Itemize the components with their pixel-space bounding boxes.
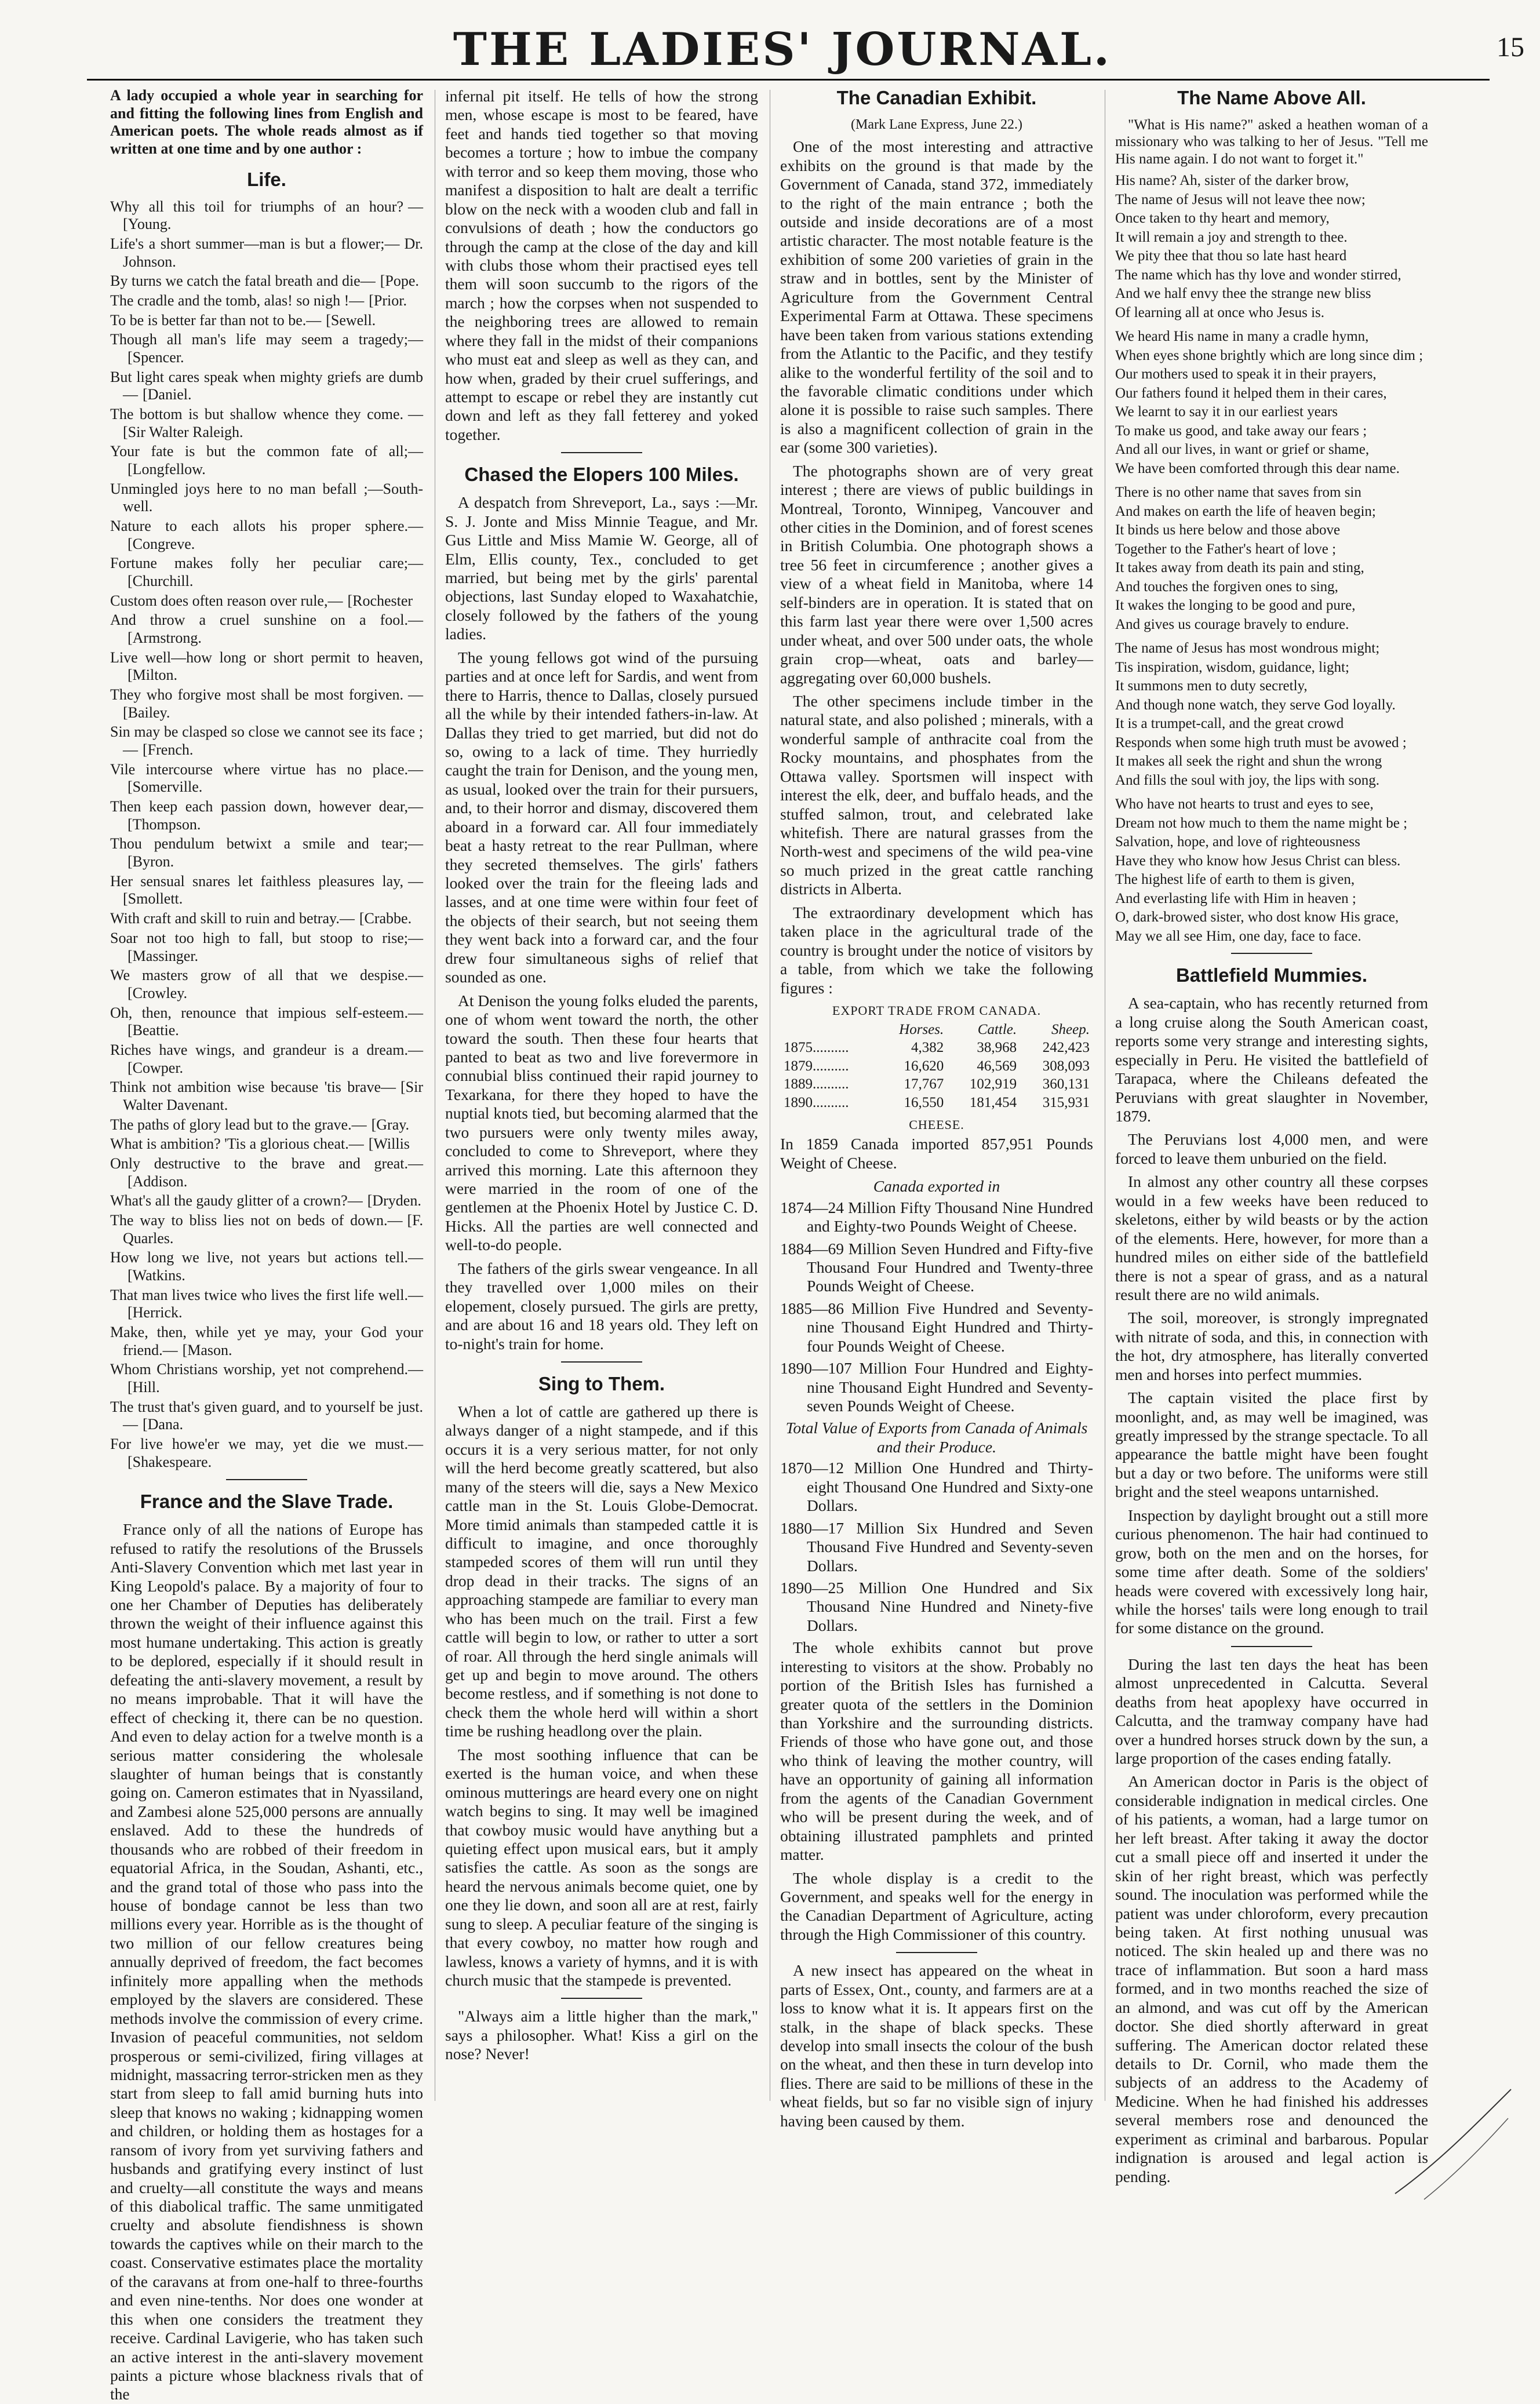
poem-line-text: The cradle and the tomb, alas! so nigh !— — [110, 292, 365, 309]
total-entry: 1880—17 Million Six Hundred and Seven Thousand Five Hundred and Seventy-seven Dollars. — [780, 1518, 1093, 1575]
table-header: Horses. Cattle. Sheep. — [899, 1021, 1090, 1037]
poem-line — [110, 331, 423, 366]
poem-line: We pity thee that thou so late hast heard — [1115, 248, 1347, 264]
exhibit-tail: The whole display is a credit to the Government, and speaks well for the energy in the Canadian Department of Agriculture, acting through the High Commissioner of this country. — [780, 1868, 1093, 1943]
column-3 — [780, 87, 1093, 2130]
column-4 — [1115, 87, 1428, 2186]
poem-line — [110, 1323, 423, 1359]
poem-line — [110, 292, 423, 310]
poem-line-author: [Prior. — [369, 292, 407, 309]
poem-line — [110, 1361, 423, 1396]
cheese-caption: CHEESE. — [909, 1117, 964, 1132]
poem-line-text: Your fate is but the common fate of all;— — [110, 443, 423, 460]
poem-line: We have been comforted through this dear name. — [1115, 460, 1400, 476]
poem-line: Our fathers found it helped them in their cares, — [1115, 385, 1387, 401]
poem-line-author: [Shakespeare. — [128, 1453, 212, 1470]
poem-line: Who have not hearts to trust and eyes to see, — [1115, 796, 1374, 813]
poem-line: Once taken to thy heart and memory, — [1115, 210, 1330, 227]
page-number: 15 — [1497, 32, 1524, 63]
poem-line-text: The trust that's given guard, and to yourself be just.— — [110, 1398, 423, 1433]
poem-line-author: [Churchill. — [128, 573, 194, 590]
poem-line: There is no other name that saves from sin — [1115, 485, 1361, 501]
insect-note: A new insect has appeared on the wheat in parts of Essex, Ont., county, and farmers are at a loss to know what it is. It appears first on the stalk, in the shape of black specks. These develop into small insects the colour of the bush on the wheat, and then these in turn develop into flies. There are said to be millions of these in the wheat fields, but so far no visible sign of injury having been caused by them. — [780, 1961, 1093, 2130]
poem-line — [110, 967, 423, 1002]
masthead-rule — [87, 79, 1490, 81]
poem-line-text: By turns we catch the fatal breath and die— — [110, 272, 376, 290]
poem-line — [110, 1154, 423, 1190]
slave-trade-body: France only of all the nations of Europe has refused to ratify the resolutions of the Brussels Anti-Slavery Convention which met last year in King Leopold's palace. By a majority of four to one her Chamber of Deputies has deliberately thrown the weight of their influence against this most humane undertaking. This action is greatly to be deplored, especially if it should result in defeating the anti-slavery movement, a result by no means improbable. That it will have the effect of checking it, there can be no question. And even to delay action for a twelve month is a serious matter considering the wholesale slaughter of human beings that is constantly going on. Cameron estimates that in Nyassiland, and Zambesi alone 525,000 persons are annually enslaved. Add to these the hundreds of thousands who are robbed of their freedom in equatorial Africa, in the Soudan, Ashanti, etc., and the grand total of those who pass into the house of bondage cannot be less than two millions every year. Horrible as is the thought of two million of our fellow creatures being annually deprived of freedom, the fact becomes infinitely more appalling when the methods employed by the slavers are considered. These methods involve the commission of every crime. Invasion of peaceful communities, not seldom prosperous or semi-civilized, firing villages at midnight, massacring terror-stricken men as they start from sleep to fall amid burning huts into sleep that knows no waking ; kidnapping women and children, or holding them as hostages for a ransom of ivory from yet surviving fathers and husbands and gratifying every instinct of lust and cruelty—all constitute the ways and means of this diabolical traffic. The same unmitigated cruelty and absolute fiendishness is shown towards the captives while on their march to the coast. Conservative estimates place the mortality of the caravans at from one-half to three-fourths and even nine-tenths. Nor does one wonder at this when one considers the treatment they receive. Cardinal Lavigerie, who has taken such an active interest in the anti-slavery movement paints a picture whose blackness rivals that of the — [110, 1520, 423, 2403]
poem-line-text: Fortune makes folly her peculiar care;— — [110, 555, 423, 572]
poem-line: And touches the forgiven ones to sing, — [1115, 578, 1338, 595]
poem-line-text: We masters grow of all that we despise.— — [110, 967, 423, 984]
mummies-para: A sea-captain, who has recently returned from a long cruise along the South American coast, reports some very strange and interesting sights, especially in Peru. He visited the battlefield of Tarapaca, where the Chileans defeated the Peruvians with great slaughter in November, 1879. — [1115, 994, 1428, 1125]
poem-line-author: [Milton. — [128, 666, 177, 684]
poem-line: His name? Ah, sister of the darker brow, — [1115, 173, 1349, 189]
poem-line: And everlasting life with Him in heaven ; — [1115, 890, 1356, 906]
poem-line-text: Whom Christians worship, yet not comprehend.— — [110, 1361, 423, 1378]
column-1 — [110, 87, 423, 2403]
poem-line: Together to the Father's heart of love ; — [1115, 541, 1337, 557]
sing-para: When a lot of cattle are gathered up there is always danger of a night stampede, and if this occurs it is a very serious matter, for not only will the herd become greatly scattered, but also many of the steers will die, says a New Mexico cattle man in the St. Louis Globe-Democrat. More timid animals than stampeded cattle it is difficult to imagine, and once thoroughly stampeded scores of them will run until they drop dead in their tracks. The signs of an approaching stampede are familiar to every man who has been much on the trail. First a few cattle will begin to low, or rather to utter a sort of roar. All through the herd single animals will get up and begin to move around. The others become restless, and if something is not done to check them the whole herd will within a short time be rushing headlong over the plain. — [445, 1402, 758, 1740]
name-intro: "What is His name?" asked a heathen woman of a missionary who was talking to her of Jesus. "Tell me His name again. I do not want to forget it." — [1115, 116, 1428, 167]
table-row: 1890.......... 16,550 181,454 315,931 — [784, 1094, 1090, 1110]
poem-line-author: [Gray. — [371, 1116, 410, 1133]
poem-line: May we all see Him, one day, face to face. — [1115, 928, 1361, 944]
poem-line — [110, 443, 423, 478]
poem-line: Responds when some high truth must be avowed ; — [1115, 734, 1407, 751]
exhibit-source: (Mark Lane Express, June 22.) — [851, 116, 1022, 132]
poem-line — [110, 368, 423, 404]
poem-line — [110, 406, 423, 441]
poem-line: And though none watch, they serve God loyally. — [1115, 697, 1396, 713]
cheese-subcaption: Canada exported in — [873, 1177, 1000, 1196]
poem-line-author: [Massinger. — [128, 947, 199, 964]
poem-line-author: [Addison. — [128, 1172, 188, 1190]
separator — [1231, 1646, 1312, 1647]
separator — [1231, 953, 1312, 954]
life-intro: A lady occupied a whole year in searching for and fitting the following lines from English and American poets. The whole reads almost as if written at one time and by one author : — [110, 87, 423, 158]
poem-line: The name of Jesus has most wondrous might; — [1115, 640, 1380, 657]
poem-line-text: Make, then, while yet ye may, your God your friend.— — [110, 1323, 423, 1358]
poem-line-text: How long we live, not years but actions tell.— — [110, 1249, 423, 1266]
poem-line-text: Only destructive to the brave and great.— — [110, 1154, 423, 1172]
poem-line — [110, 555, 423, 590]
poem-line-text: But light cares speak when mighty griefs are dumb— — [110, 368, 423, 403]
poem-line-author: [Thompson. — [128, 815, 201, 833]
poem-line: It takes away from death its pain and sting, — [1115, 560, 1364, 576]
cheese-1859: In 1859 Canada imported 857,951 Pounds Weight of Cheese. — [780, 1135, 1093, 1172]
name-poem — [1115, 172, 1428, 945]
total-caption: Total Value of Exports from Canada of Animals and their Produce. — [785, 1419, 1088, 1456]
poem-line-author: [Crabbe. — [359, 910, 412, 927]
poem-line: It is a trumpet-call, and the great crowd — [1115, 716, 1344, 732]
poem-line-text: Oh, then, renounce that impious self-esteem.— — [110, 1004, 423, 1021]
poem-stanza — [1115, 172, 1428, 321]
poem-line — [110, 518, 423, 553]
poem-line-text: Then keep each passion down, however dear,— — [110, 798, 423, 815]
poem-line: It will remain a joy and strength to thee. — [1115, 229, 1348, 245]
separator — [561, 1361, 642, 1363]
poem-line-author: [Cowper. — [128, 1059, 184, 1076]
poem-line: It wakes the longing to be good and pure, — [1115, 598, 1356, 614]
poem-line: And fills the soul with joy, the lips with song. — [1115, 772, 1380, 788]
poem-line — [110, 272, 423, 290]
poem-line-author: —[Sir Walter Raleigh. — [123, 406, 423, 440]
poem-line: O, dark-browed sister, who dost know His grace, — [1115, 909, 1399, 926]
poem-line: It summons men to duty secretly, — [1115, 678, 1308, 694]
poem-line — [110, 910, 423, 928]
elopers-para: The fathers of the girls swear vengeance. In all they travelled over 1,000 miles on their elopement, closely pursued. The girls are pretty, and are about 16 and 18 years old. They left on to-night's train for home. — [445, 1259, 758, 1353]
poem-stanza — [1115, 640, 1428, 789]
poem-line: And all our lives, in want or grief or shame, — [1115, 442, 1370, 458]
poem-line — [110, 1041, 423, 1077]
elopers-para: At Denison the young folks eluded the parents, one of whom went toward the north, the other toward the south. Then these four hearts that panted to beat as two and live forevermore in connubial bliss continued their rapid journey to Texarkana, for there they hoped to have the nuptial knots tied, but becoming alarmed that the two pursuers were only twenty miles away, concluded to come to Shreveport, where they arrived this morning. Late this afternoon they were married in the room of one of the gentlemen at the Phoenix Hotel by Justice C. D. Hicks. All the parties are well connected and well-to-do people. — [445, 991, 758, 1254]
mummies-para: Inspection by daylight brought out a still more curious phenomenon. The hair had continued to grow, both on the men and on the horses, for some time after death. Some of the soldiers' heads were covered with excessively long hair, while the horses' tails were long enough to trail for some distance on the ground. — [1115, 1506, 1428, 1637]
poem-line-author: [Congreve. — [128, 535, 195, 552]
poem-line: And makes on earth the life of heaven begin; — [1115, 503, 1376, 519]
exhibit-para: The photographs shown are of very great interest ; there are views of public buildings in Montreal, Toronto, Winnipeg, Vancouver and other cities in the Dominion, and of forest scenes in British Columbia. One photograph shows a tree 56 feet in circumference ; another gives a view of a wheat field in Manitoba, where 14 self-binders are in operation. It is stated that on this farm last year there were over 1,500 acres under wheat, and over 500 under oats, the whole grain crop—wheat, oats and barley—aggregating over 60,000 bushels. — [780, 461, 1093, 687]
poem-line — [110, 1398, 423, 1434]
cheese-entry: 1885—86 Million Five Hundred and Seventy-nine Thousand Eight Hundred and Thirty-four Pounds Weight of Cheese. — [780, 1299, 1093, 1355]
poem-line-text: Sin may be clasped so close we cannot see its face ;— — [110, 723, 423, 759]
elopers-para: A despatch from Shreveport, La., says :—Mr. S. J. Jonte and Miss Minnie Teague, and Mr. Gus Little and Miss Mamie W. George, all of Elm, Ellis county, Tex., concluded to get married, but being met by the girls' parental objections, last Sunday eloped to Waxahatchie, closely followed by the fathers of the young ladies. — [445, 493, 758, 643]
poem-line — [110, 686, 423, 722]
pencil-mark — [1389, 2078, 1517, 2205]
poem-line — [110, 835, 423, 870]
separator — [226, 1479, 307, 1480]
poem-line — [110, 592, 423, 610]
poem-line-text: Think not ambition wise because 'tis brave— — [110, 1079, 396, 1096]
journal-title: THE LADIES' JOURNAL. — [453, 23, 1112, 76]
poem-line-text: And throw a cruel sunshine on a fool.— — [110, 611, 423, 629]
poem-line — [110, 1004, 423, 1040]
paris-doctor: An American doctor in Paris is the object of considerable indignation in medical circles. One of his patients, a woman, had a large tumor on her left breast. After taking it away the doctor cut a small piece off and inserted it under the skin of her right breast, which was perfectly sound. The inoculation was performed while the patient was under chloroform, every precaution being taken. At first nothing unusual was noticed. The skin healed up and there was no trace of inflammation. But soon a hard mass formed, and in two months reached the size of an almond, and was cut off by the American doctor. She died shortly afterward in great suffering. The American doctor related these details to Dr. Cornil, who made them the subjects of an address to the Academy of Medicine. When he had finished his addresses several members rose and denounced the experiment as criminal and barbarous. Popular indignation is aroused and legal action is pending. — [1115, 1772, 1428, 2186]
poem-line — [110, 198, 423, 234]
poem-line-text: They who forgive most shall be most forgiven. — [110, 686, 403, 704]
poem-stanza — [1115, 484, 1428, 633]
elopers-title: Chased the Elopers 100 Miles. — [464, 464, 739, 486]
poem-line-text: What is ambition? 'Tis a glorious cheat.— — [110, 1135, 364, 1153]
poem-line — [110, 1135, 423, 1153]
poem-line-text: Nature to each allots his proper sphere.— — [110, 518, 423, 535]
poem-line — [110, 723, 423, 759]
poem-line: And we half envy thee the strange new bliss — [1115, 286, 1371, 302]
poem-line-text: Why all this toil for triumphs of an hour? — [110, 198, 403, 215]
column-2 — [445, 87, 758, 2127]
poem-line — [110, 235, 423, 271]
poem-line-author: —[Bailey. — [123, 686, 423, 721]
poem-line: The name which has thy love and wonder stirred, — [1115, 267, 1401, 283]
total-entry: 1870—12 Million One Hundred and Thirty-eight Thousand One Hundred and Sixty-one Dollars. — [780, 1459, 1093, 1515]
poem-line-author: [Crowley. — [128, 984, 188, 1001]
export-table — [780, 1021, 1093, 1112]
poem-line-author: [Sewell. — [326, 311, 376, 329]
poem-line: Have they who know how Jesus Christ can bless. — [1115, 853, 1401, 869]
exhibit-tail: The whole exhibits cannot but prove interesting to visitors at the show. Probably no portion of the British Isles has furnished a greater quota of the settlers in the Dominion than Yorkshire and the surrounding districts. Friends of those who have gone out, and those who think of leaving the mother country, will have an opportunity of gaining all information from the agents of the Canadian Government who will be present during the week, and of obtaining illustrated pamphlets and printed matter. — [780, 1638, 1093, 1864]
poem-line-author: [Daniel. — [143, 386, 192, 403]
poem-line-text: Though all man's life may seem a tragedy;— — [110, 331, 423, 348]
poem-line-text: The bottom is but shallow whence they come. — [110, 406, 403, 423]
poem-line-author: Dr. Johnson. — [123, 235, 423, 270]
poem-line-author: [French. — [143, 741, 194, 759]
mummies-para: The Peruvians lost 4,000 men, and were forced to leave them unburied on the field. — [1115, 1130, 1428, 1167]
poem-line — [110, 311, 423, 330]
mummies-para: The captain visited the place first by moonlight, and, as may well be imagined, was greatly impressed by the strange spectacle. To all appearance the battle might have been fought but a day or two before. The uniforms were still bright and the steel weapons untarnished. — [1115, 1389, 1428, 1501]
poem-line: Of learning all at once who Jesus is. — [1115, 304, 1325, 320]
poem-line: We heard His name in many a cradle hymn, — [1115, 329, 1369, 345]
poem-line-author: —[Smollett. — [123, 872, 423, 908]
poem-line — [110, 1249, 423, 1284]
poem-line — [110, 1192, 423, 1210]
slave-trade-title: France and the Slave Trade. — [140, 1491, 394, 1513]
poem-line — [110, 1079, 423, 1114]
poem-line: Tis inspiration, wisdom, guidance, light; — [1115, 659, 1349, 675]
separator — [561, 1998, 642, 1999]
calcutta-heat: During the last ten days the heat has been almost unprecedented in Calcutta. Several deaths from heat apoplexy have occurred in Calcutta, and the tramway company have had over a hundred horses struck down by the sun, a large proportion of the cases ending fatally. — [1115, 1655, 1428, 1767]
poem-line-author: [Watkins. — [128, 1266, 185, 1284]
poem-line-author: [F. Quarles. — [123, 1211, 423, 1247]
table-row: 1879.......... 16,620 46,569 308,093 — [784, 1058, 1090, 1074]
poem-line-author: [Dana. — [143, 1416, 184, 1433]
poem-line-text: That man lives twice who lives the first life well.— — [110, 1286, 423, 1303]
cheese-entry: 1890—107 Million Four Hundred and Eighty-nine Thousand Eight Hundred and Seventy-seven Pounds Weight of Cheese. — [780, 1359, 1093, 1415]
poem-stanza — [1115, 796, 1428, 945]
poem-line-author: [Spencer. — [128, 349, 184, 366]
poem-line-author: [Armstrong. — [128, 629, 202, 647]
life-poem — [110, 198, 423, 1471]
poem-line-author: [Beattie. — [128, 1022, 179, 1039]
exhibit-para: The other specimens include timber in the natural state, and also polished ; minerals, with a wonderful sample of anthracite coal from the Rocky mountains, and phosphates from the Ottawa valley. Sportsmen will inspect with interest the elk, deer, and buffalo heads, and the stuffed salmon, trout, and celebrated lake whitefish. There are natural grasses from the North-west and specimens of the wild pea-vine so much prized in the great cattle ranching districts in Alberta. — [780, 691, 1093, 898]
poem-line — [110, 649, 423, 684]
poem-line — [110, 798, 423, 833]
poem-line: When eyes shone brightly which are long since dim ; — [1115, 347, 1424, 363]
poem-line-author: [Rochester — [347, 592, 413, 609]
table-row: 1875.......... 4,382 38,968 242,423 — [784, 1040, 1090, 1056]
poem-line: To make us good, and take away our fears ; — [1115, 422, 1367, 439]
sing-para: The most soothing influence that can be exerted is the human voice, and when these ominous mutterings are heard every one on night watch begins to sing. It may well be imagined that cowboy music would have anything but a quieting effect upon musical ears, but it amply satisfies the cattle. As soon as the songs are heard the nervous animals become quiet, one by one they lie down, and soon all are at rest, fairly sung to sleep. A peculiar feature of the singing is that every cowboy, no matter how rough and lawless, knows a variety of hymns, and it is with church music that the stampede is prevented. — [445, 1745, 758, 1989]
life-title: Life. — [247, 168, 286, 190]
trade-caption: EXPORT TRADE FROM CANADA. — [832, 1003, 1042, 1018]
poem-line-text: Life's a short summer—man is but a flower;— — [110, 235, 400, 252]
poem-line-author: [Byron. — [128, 853, 174, 870]
sing-title: Sing to Them. — [538, 1372, 665, 1394]
poem-line — [110, 480, 423, 516]
poem-stanza — [1115, 328, 1428, 477]
slave-trade-continued: infernal pit itself. He tells of how the strong men, whose escape is most to be feared, have feet and hands tied together so that moving becomes a torture ; how to imbue the company with terror and so keep them moving, those who manifest a disposition to halt are dealt a terrific blow on the neck with a wooden club and fall in convulsions of death ; how the conductors go through the camp at the close of the day and kill with clubs those whom their practised eyes tell them will soon succumb to the rigors of the march ; how the corpses when not suspended to the neighboring trees are allowed to remain where they fall in the midst of their companions who must eat and sleep as well as they can, and how when, graded by their cruel sufferings, and attempt to escape or rebel they are instantly cut down and left as they fall fetterey and yoked together. — [445, 87, 758, 443]
poem-line: It makes all seek the right and shun the wrong — [1115, 753, 1382, 770]
poem-line-text: Vile intercourse where virtue has no place.— — [110, 760, 423, 778]
poem-line-author: [Hill. — [128, 1378, 160, 1396]
exhibit-title: The Canadian Exhibit. — [836, 87, 1037, 108]
poem-line-author: [Sir Walter Davenant. — [123, 1079, 423, 1113]
poem-line-text: Custom does often reason over rule,— — [110, 592, 343, 609]
poem-line: The highest life of earth to them is given, — [1115, 872, 1355, 888]
exhibit-para: The extraordinary development which has taken place in the agricultural trade of the country is brought under the notice of visitors by a table, from which we take the following figures : — [780, 903, 1093, 997]
poem-line-author: [Herrick. — [128, 1304, 183, 1321]
poem-line-author: [Pope. — [380, 272, 419, 290]
elopers-para: The young fellows got wind of the pursuing parties and at once left for Sardis, and went from there to Harris, thence to Dallas, closely pursued all the while by their intended fathers-in-law. At Dallas they tried to get married, but did not do so, owing to a lack of time. They hurriedly caught the train for Denison, and the young men, as usual, looked over the train for their pursuers, and, to their horror and dismay, discovered them aboard in a forward car. All four immediately beat a hasty retreat to the rear Pullman, where they secreted themselves. The girls' fathers looked over the train for the fleeing lads and lasses, and at one time were within four feet of the objects of their search, but not seeing them they went back into a forward car, and the four drew four simultaneous sighs of relief that sounded as one. — [445, 648, 758, 986]
poem-line-author: —[Young. — [123, 198, 423, 233]
poem-line: And gives us courage bravely to endure. — [1115, 616, 1349, 632]
poem-line — [110, 1211, 423, 1247]
table-row: 1889.......... 17,767 102,919 360,131 — [784, 1076, 1090, 1092]
cheese-entry: 1884—69 Million Seven Hundred and Fifty-five Thousand Four Hundred and Twenty-three Pounds Weight of Cheese. — [780, 1239, 1093, 1295]
poem-line — [110, 1435, 423, 1471]
poem-line — [110, 929, 423, 965]
separator — [561, 452, 642, 453]
poem-line: Our mothers used to speak it in their prayers, — [1115, 366, 1377, 383]
poem-line — [110, 1116, 423, 1134]
poem-line-text: With craft and skill to ruin and betray.— — [110, 910, 355, 927]
poem-line — [110, 611, 423, 647]
poem-line — [110, 1286, 423, 1322]
cheese-entry: 1874—24 Million Fifty Thousand Nine Hundred and Eighty-two Pounds Weight of Cheese. — [780, 1198, 1093, 1236]
poem-line — [110, 760, 423, 796]
mummies-para: In almost any other country all these corpses would in a few weeks have been reduced to skeletons, either by wild beasts or by the action of the elements. Here, however, for more than a hundred miles on either side of the battlefield there is not a spear of grass, and as a natural result there are no wild animals. — [1115, 1172, 1428, 1303]
poem-line-text: Soar not too high to fall, but stoop to rise;— — [110, 929, 423, 946]
poem-line-author: [Dryden. — [367, 1192, 421, 1210]
poem-line: Dream not how much to them the name might be ; — [1115, 815, 1408, 831]
poem-line-author: [Longfellow. — [128, 461, 206, 478]
poem-line-author: [Willis — [368, 1135, 410, 1153]
poem-line-text: Thou pendulum betwixt a smile and tear;— — [110, 835, 423, 853]
poem-line-text: What's all the gaudy glitter of a crown?— — [110, 1192, 363, 1210]
poem-line-text: For live howe'er we may, yet die we must.— — [110, 1435, 423, 1452]
poem-line-text: Live well—how long or short permit to heaven, — [110, 649, 423, 666]
total-entry: 1890—25 Million One Hundred and Six Thousand Nine Hundred and Ninety-five Dollars. — [780, 1578, 1093, 1634]
poem-line-author: [Somerville. — [128, 778, 203, 796]
poem-line-author: [Mason. — [182, 1341, 232, 1358]
poem-line: Salvation, hope, and love of righteousness — [1115, 834, 1360, 850]
kiss-joke: "Always aim a little higher than the mark," says a philosopher. What! Kiss a girl on the nose? Never! — [445, 2007, 758, 2063]
poem-line: It binds us here below and those above — [1115, 522, 1341, 538]
poem-line-text: To be is better far than not to be.— — [110, 311, 322, 329]
name-above-all-title: The Name Above All. — [1177, 87, 1366, 108]
poem-line-text: The paths of glory lead but to the grave.— — [110, 1116, 367, 1133]
poem-line-text: Riches have wings, and grandeur is a dream.— — [110, 1041, 423, 1058]
poem-line-text: Unmingled joys here to no man befall ;—South-well. — [110, 480, 423, 515]
poem-line: The name of Jesus will not leave thee now; — [1115, 191, 1366, 207]
poem-line: We learnt to say it in our earliest years — [1115, 404, 1338, 420]
poem-line — [110, 872, 423, 908]
poem-line-text: Her sensual snares let faithless pleasures lay, — [110, 872, 403, 890]
mummies-title: Battlefield Mummies. — [1175, 964, 1368, 986]
masthead — [87, 23, 1524, 75]
exhibit-para: One of the most interesting and attractive exhibits on the ground is that made by the Government of Canada, stand 372, immediately to the right of the main entrance ; both the outside and inside decorations are of a most artistic character. The most notable feature is the exhibition of some 200 varieties of grain in the straw and in bottles, sent by the Minister of Agriculture from the Government Central Experimental Farm at Ottawa. These specimens have been taken from various stations extending from the Atlantic to the Pacific, and they testify alike to the wonderful fertility of the soil and to the favorable climatic conditions under which alone it is possible to raise such samples. There is also a magnificent collection of grain in the ear (some 300 varieties). — [780, 137, 1093, 457]
poem-line-text: The way to bliss lies not on beds of down.— — [110, 1211, 403, 1229]
mummies-para: The soil, moreover, is strongly impregnated with nitrate of soda, and this, in connection with the hot, dry atmosphere, has literally converted men and horses into perfect mummies. — [1115, 1309, 1428, 1383]
separator — [896, 1952, 977, 1953]
